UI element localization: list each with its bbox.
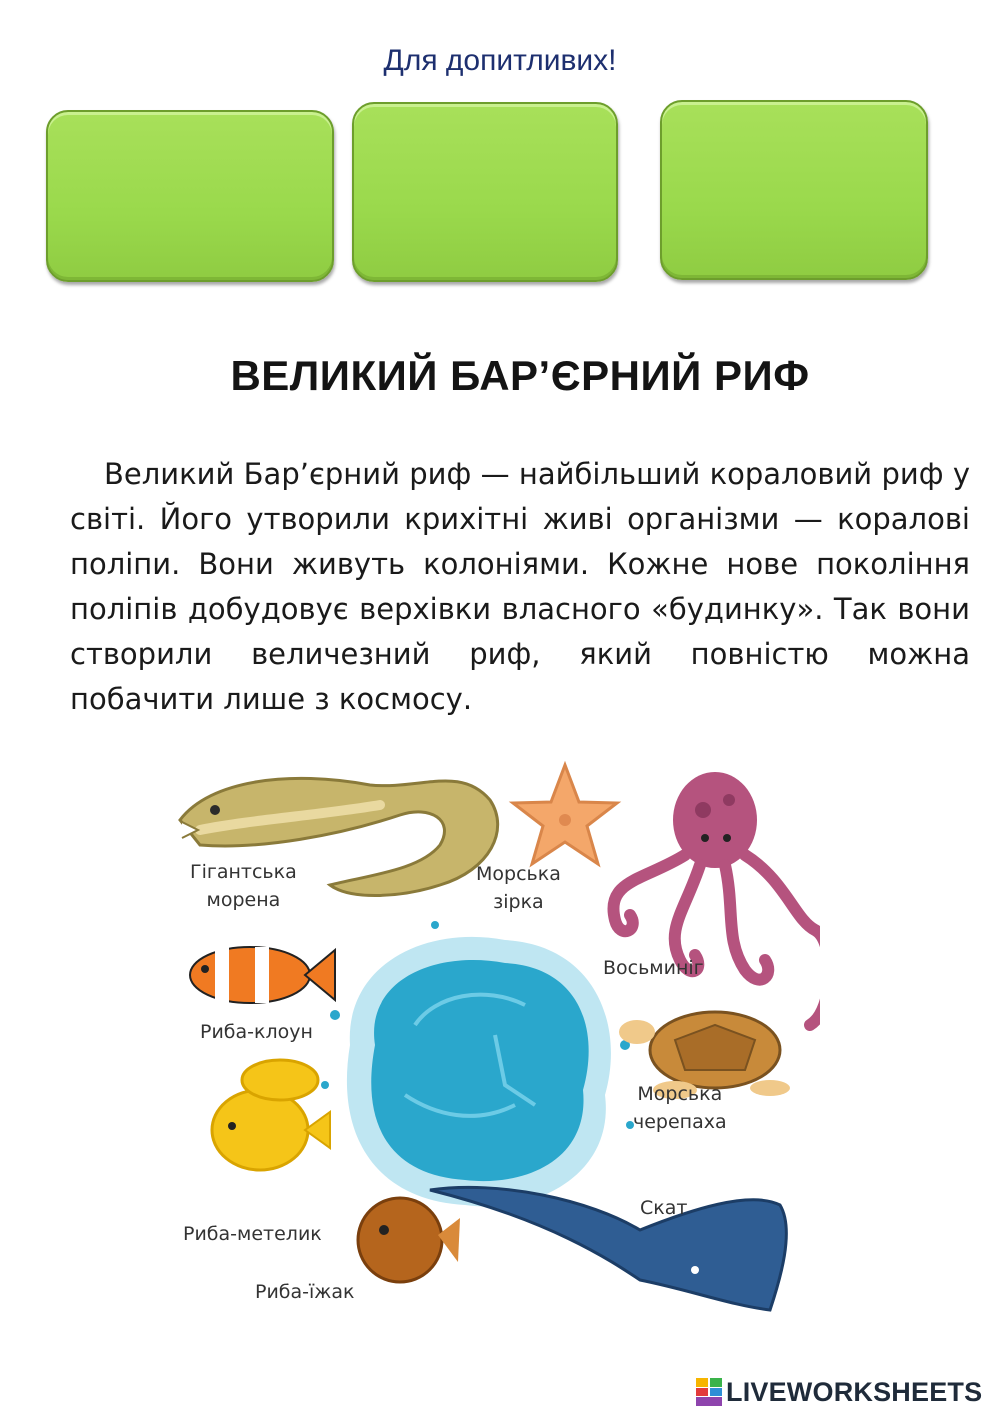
pufferfish-icon xyxy=(358,1198,460,1282)
article-title: ВЕЛИКИЙ БАР’ЄРНИЙ РИФ xyxy=(230,352,810,399)
label-turtle: Морська черепаха xyxy=(633,1083,727,1133)
octopus-icon xyxy=(613,772,820,1025)
answer-box-2[interactable] xyxy=(352,102,618,282)
starfish-icon xyxy=(513,765,617,864)
section-header: Для допитливих! xyxy=(383,44,617,77)
label-starfish: Морська зірка xyxy=(476,863,561,913)
label-butterflyfish: Риба-метелик xyxy=(183,1223,322,1245)
stingray-icon xyxy=(430,1187,786,1310)
label-octopus: Восьминіг xyxy=(603,957,704,979)
label-pufferfish: Риба-їжак xyxy=(255,1281,355,1303)
brand-text: LIVEWORKSHEETS xyxy=(726,1376,983,1407)
article-paragraph: Великий Бар’єрний риф — найбільший кораловий риф у світі. Його утворили крихітні живі організми — коралові поліпи. Вони живуть колоніями. Кожне нове покоління поліпів добудовує верхівки власного «будинку». Так вони створили величезний риф, який повністю можна побачити лише з космосу. xyxy=(70,457,970,716)
liveworksheets-logo-icon xyxy=(696,1378,722,1406)
label-stingray: Скат xyxy=(640,1197,688,1219)
label-moray: Гігантська морена xyxy=(190,861,297,911)
label-clownfish: Риба-клоун xyxy=(200,1021,313,1043)
answer-box-3[interactable] xyxy=(660,100,928,280)
coral-reef-icon xyxy=(321,921,634,1207)
clownfish-icon xyxy=(190,947,335,1003)
butterflyfish-icon xyxy=(212,1060,330,1170)
answer-box-1[interactable] xyxy=(46,110,334,282)
liveworksheets-logo xyxy=(696,1374,982,1410)
